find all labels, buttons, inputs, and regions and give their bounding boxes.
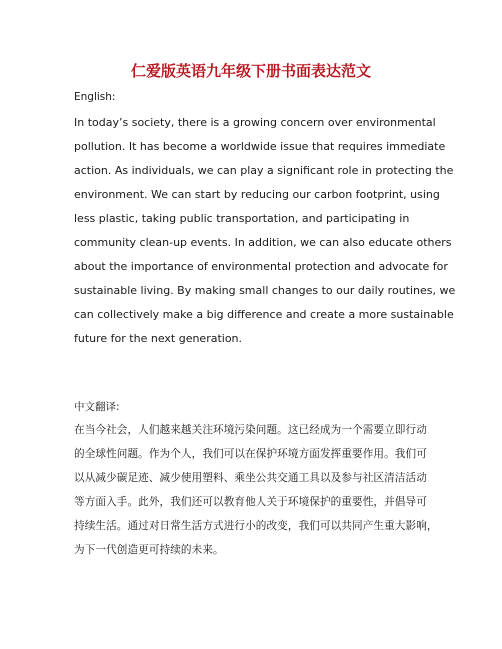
english-line-4: environment. We can start by reducing our carbon footprint, using (74, 188, 440, 201)
chinese-line-4: 等方面入手。此外，我们还可以教育他人关于环境保护的重要性，并倡导可 (74, 496, 427, 508)
english-line-9: can collectively make a big difference and create a more sustainable (74, 308, 454, 321)
english-line-6: community clean-up events. In addition, we can also educate others (74, 236, 452, 249)
chinese-line-6: 为下一代创造更可持续的未来。 (74, 544, 224, 556)
document-title: 仁爱版英语九年级下册书面表达范文 (130, 62, 371, 80)
chinese-label: 中文翻译: (74, 401, 120, 413)
chinese-line-2: 的全球性问题。作为个人，我们可以在保护环境方面发挥重要作用。我们可 (74, 448, 427, 460)
chinese-line-1: 在当今社会，人们越来越关注环境污染问题。这已经成为一个需要立即行动 (74, 424, 427, 436)
english-label: English: (74, 91, 116, 103)
english-line-8: sustainable living. By making small changes to our daily routines, we (74, 284, 456, 297)
chinese-line-5: 持续生活。通过对日常生活方式进行小的改变，我们可以共同产生重大影响， (74, 520, 438, 532)
chinese-line-3: 以从减少碳足迹、减少使用塑料、乘坐公共交通工具以及参与社区清洁活动 (74, 472, 427, 484)
english-line-10: future for the next generation. (74, 332, 243, 345)
english-line-1: In today’s society, there is a growing concern over environmental (74, 116, 436, 129)
english-line-7: about the importance of environmental protection and advocate for (74, 260, 448, 273)
english-line-5: less plastic, taking public transportation, and participating in (74, 212, 410, 225)
english-line-2: pollution. It has become a worldwide issue that requires immediate (74, 140, 446, 153)
english-line-3: action. As individuals, we can play a significant role in protecting the (74, 164, 454, 177)
